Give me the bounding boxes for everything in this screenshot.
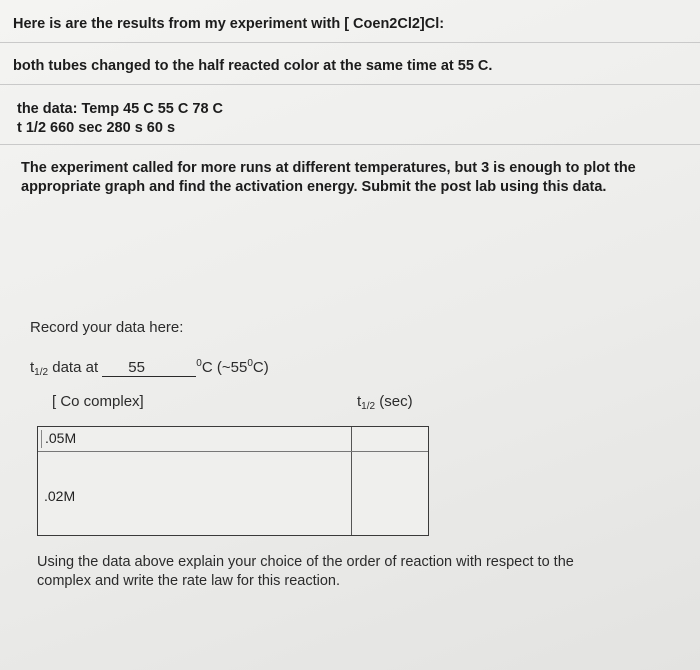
temp-line <box>30 355 269 382</box>
approx-degree-sign: 0 <box>247 358 253 369</box>
data-line-temps: the data: Temp 45 C 55 C 78 C <box>17 101 224 117</box>
degree-sign: 0 <box>196 358 202 369</box>
divider <box>0 144 700 145</box>
record-label: Record your data here: <box>30 319 184 336</box>
intro-line-2: both tubes changed to the half reacted color at the same time at 55 C. <box>13 58 493 74</box>
intro-line-1: Here is are the results from my experiment with [ Coen2Cl2]Cl: <box>13 16 445 32</box>
table-row <box>38 452 351 535</box>
concentration-cell: .05M <box>41 430 76 448</box>
question-line-1: Using the data above explain your choice of the order of reaction with respect to the <box>37 554 574 570</box>
t-subscript: 1/2 <box>361 401 376 412</box>
sec-unit: (sec) <box>375 393 413 410</box>
approx-open: (~55 <box>212 359 248 376</box>
note-line-1: The experiment called for more runs at different temperatures, but 3 is enough to plot the <box>21 160 636 176</box>
table-row <box>38 427 351 451</box>
half-life-input[interactable] <box>352 452 428 535</box>
unit-c: C <box>201 359 213 376</box>
t-subscript: 1/2 <box>34 367 49 378</box>
question-line-2: complex and write the rate law for this reaction. <box>37 573 341 589</box>
temp-value: 55 <box>128 359 145 376</box>
temp-field[interactable] <box>102 360 196 377</box>
data-table <box>37 426 429 536</box>
concentration-cell: .02M <box>44 488 76 504</box>
divider <box>0 42 700 43</box>
note-line-2: appropriate graph and find the activation energy. Submit the post lab using this data. <box>21 179 607 195</box>
t-symbol: t <box>357 393 362 410</box>
column-header-complex: [ Co complex] <box>52 393 144 410</box>
approx-close: C) <box>252 359 269 376</box>
half-life-input[interactable] <box>352 427 428 451</box>
data-line-half-lives: t 1/2 660 sec 280 s 60 s <box>17 120 176 136</box>
data-at-label: data at <box>48 359 103 376</box>
column-header-half-life <box>357 393 413 416</box>
divider <box>0 84 700 85</box>
t-symbol: t <box>30 359 35 376</box>
